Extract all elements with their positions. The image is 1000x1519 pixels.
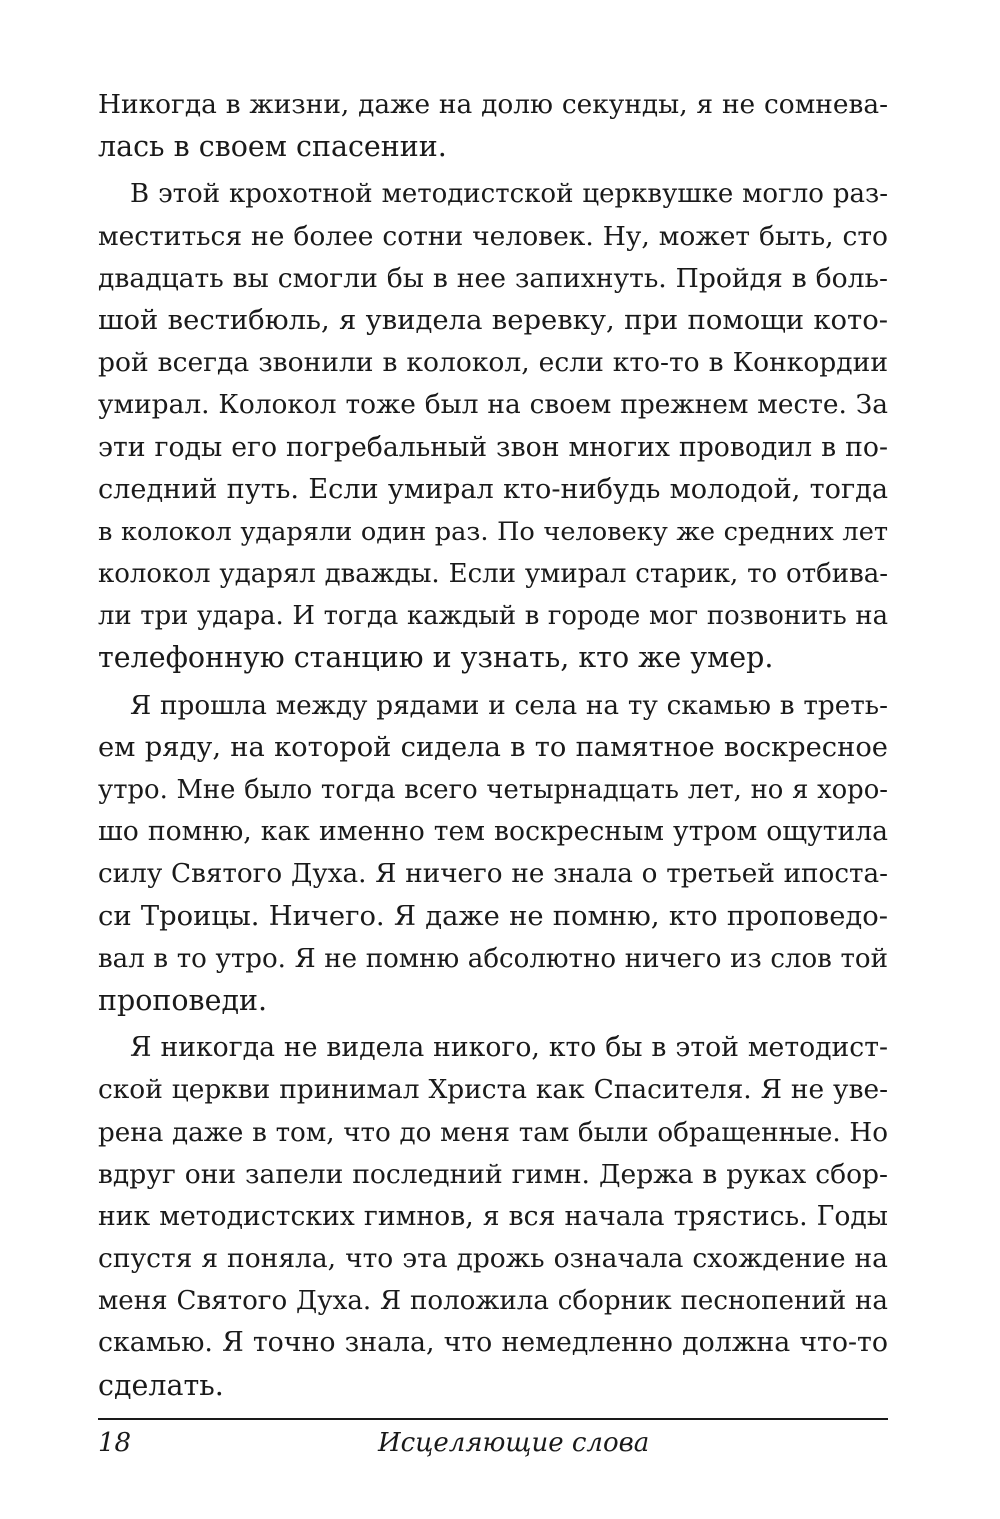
paragraph — [98, 1027, 888, 1407]
text-line: умирал. Колокол тоже был на своем прежнем месте. За — [98, 389, 888, 421]
text-line: шо помню, как именно тем воскресным утром ощутила — [98, 816, 888, 848]
text-line: меня Святого Духа. Я положила сборник песнопений на — [98, 1286, 888, 1317]
text-line: В этой крохотной методистской церквушке могло раз- — [130, 179, 888, 210]
page-number: 18 — [98, 1428, 132, 1458]
text-line: ской церкви принимал Христа как Спасителя. Я не уве- — [98, 1074, 888, 1106]
text-line: Я прошла между рядами и села на ту скамью в треть- — [130, 690, 888, 721]
running-title: Исцеляющие слова — [378, 1428, 650, 1458]
text-line: эти годы его погребальный звон многих проводил в по- — [98, 431, 888, 463]
paragraph — [98, 84, 888, 168]
text-line: ник методистских гимнов, я вся начала трястись. Годы — [98, 1200, 888, 1232]
text-line: Никогда в жизни, даже на долю секунды, я не сомнева- — [98, 89, 888, 120]
text-line: спустя я поняла, что эта дрожь означала схождение на — [98, 1243, 888, 1275]
text-line: ем ряду, на которой сидела в то памятное воскресное — [98, 731, 888, 763]
text-line: сделать. — [98, 1368, 224, 1402]
text-line: телефонную станцию и узнать, кто же умер. — [98, 641, 774, 675]
text-line: Я никогда не видела никого, кто бы в этой методист- — [130, 1032, 888, 1064]
text-line: вал в то утро. Я не помню абсолютно ничего из слов той — [98, 943, 888, 974]
text-line: колокол ударял дважды. Если умирал старик, то отбива- — [98, 559, 888, 590]
text-line: в колокол ударяли один раз. По человеку же средних лет — [98, 516, 888, 547]
text-line: ли три удара. И тогда каждый в городе мог позвонить на — [98, 601, 888, 632]
text-line: вдруг они запели последний гимн. Держа в руках сбор- — [98, 1158, 888, 1190]
text-line: скамью. Я точно знала, что немедленно должна что-то — [98, 1327, 888, 1359]
text-line: утро. Мне было тогда всего четырнадцать лет, но я хоро- — [98, 775, 888, 805]
paragraph — [98, 685, 888, 1023]
text-line: рена даже в том, что до меня там были обращенные. Но — [98, 1117, 888, 1148]
paragraph — [98, 173, 888, 679]
text-line: двадцать вы смогли бы в нее запихнуть. Пройдя в боль- — [98, 262, 888, 294]
text-line: силу Святого Духа. Я ничего не знала о третьей ипоста- — [98, 859, 888, 890]
text-line: меститься не более сотни человек. Ну, может быть, сто — [98, 220, 888, 252]
body-text — [98, 84, 888, 1407]
text-line: рой всегда звонили в колокол, если кто-то в Конкордии — [98, 347, 888, 379]
text-line: лась в своем спасении. — [98, 130, 447, 164]
footer-rule — [98, 1418, 888, 1420]
text-line: проповеди. — [98, 983, 268, 1017]
text-line: си Троицы. Ничего. Я даже не помню, кто проповедо- — [98, 900, 888, 932]
text-line: шой вестибюль, я увидела веревку, при помощи кото- — [98, 304, 888, 336]
text-line: следний путь. Если умирал кто-нибудь молодой, тогда — [98, 473, 888, 505]
